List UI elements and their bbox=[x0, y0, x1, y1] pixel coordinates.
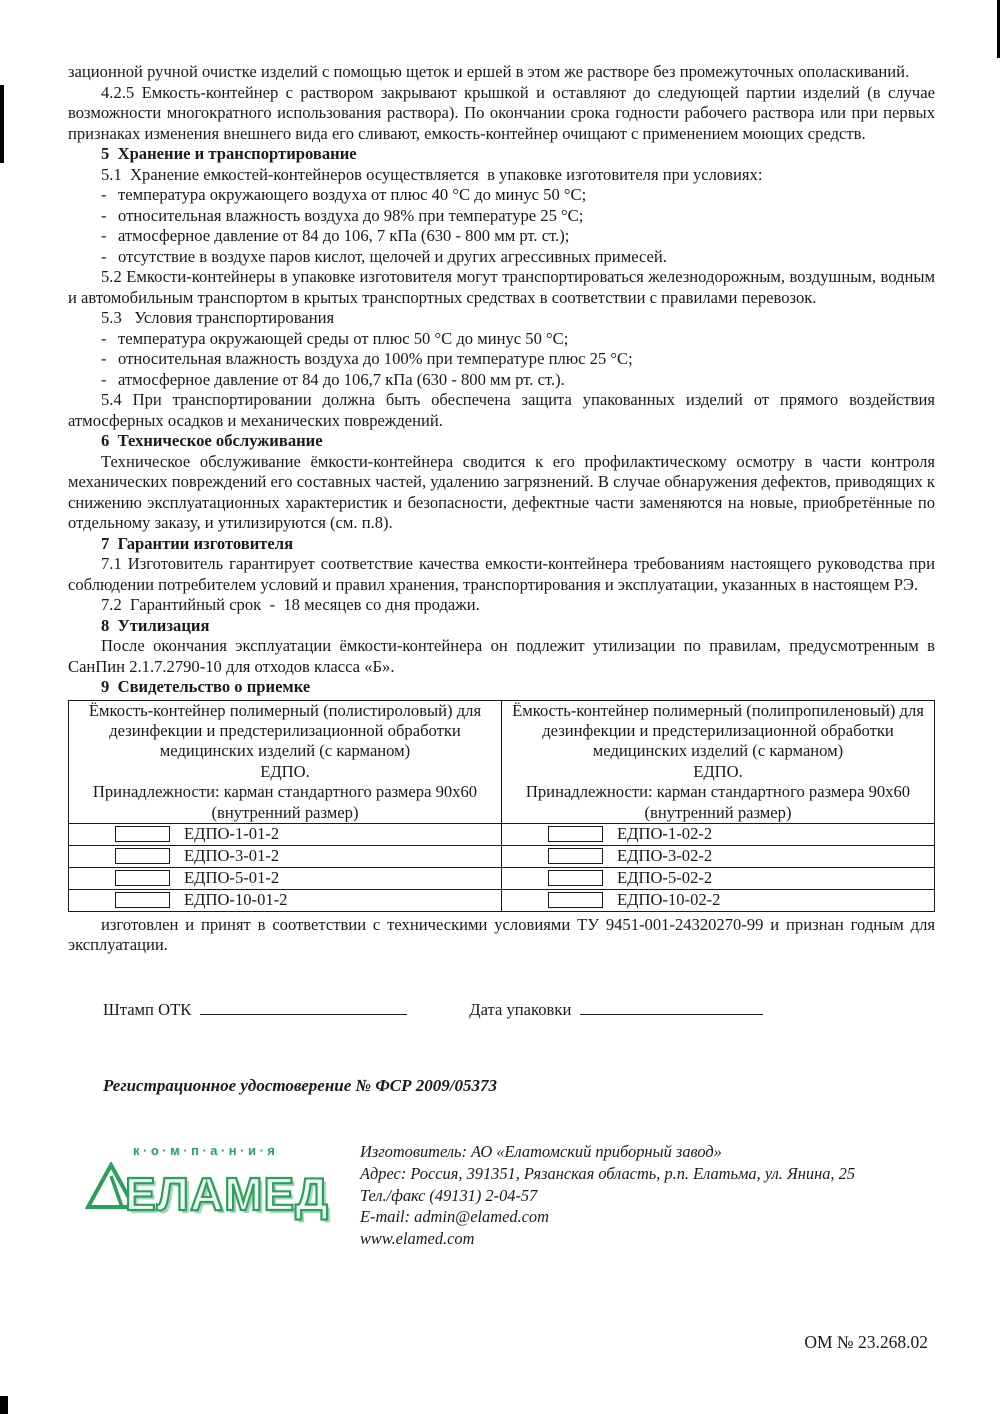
logo-brand-text: ЕЛАМЕД bbox=[125, 1167, 329, 1220]
list-item: - относительная влажность воздуха до 100% при температуре плюс 25 °С; bbox=[68, 349, 935, 370]
product-brand: ЕДПО. bbox=[260, 761, 310, 781]
table-row bbox=[69, 889, 935, 911]
model-label: ЕДПО-1-02-2 bbox=[617, 824, 713, 844]
storage-conditions-list bbox=[68, 185, 935, 267]
acceptance-statement: изготовлен и принят в соответствии с техническими условиями ТУ 9451-001-24320270-99 и признан годным для эксплуатации. bbox=[68, 914, 935, 955]
clause-7-1: 7.1 Изготовитель гарантирует соответствие качества емкости-контейнера требованиям настоящего руководства при соблюдении потребителем условий и правил хранения, транспортирования и эксплуатации, указанных в настоящем РЭ. bbox=[68, 554, 935, 594]
table-row bbox=[69, 845, 935, 867]
product-brand: ЕДПО. bbox=[693, 761, 743, 781]
section-8-heading: 8 Утилизация bbox=[101, 615, 210, 635]
checkbox bbox=[548, 870, 603, 886]
clause-5-3: 5.3 Условия транспортирования bbox=[101, 308, 335, 327]
checkbox bbox=[115, 892, 170, 908]
clause-5-4: 5.4 При транспортировании должна быть обеспечена защита упакованных изделий от прямого воздействия атмосферных осадков и механических повреждений. bbox=[68, 390, 935, 430]
stamp-row bbox=[68, 1000, 935, 1021]
model-label: ЕДПО-5-01-2 bbox=[184, 868, 280, 888]
list-item: - относительная влажность воздуха до 98% при температуре 25 °С; bbox=[68, 206, 935, 227]
product-title: Ёмкость-контейнер полимерный (полистироловый) для дезинфекции и предстерилизационной обработки медицинских изделий (с карманом) bbox=[88, 700, 482, 761]
document-code: ОМ № 23.268.02 bbox=[804, 1332, 928, 1352]
paragraph-continuation: зационной ручной очистке изделий с помощью щеток и ершей в этом же растворе без промежуточных ополаскиваний. bbox=[68, 62, 910, 81]
product-title: Ёмкость-контейнер полимерный (полипропиленовый) для дезинфекции и предстерилизационной обработки медицинских изделий (с карманом) bbox=[512, 700, 924, 761]
clause-4-2-5: 4.2.5 Емкость-контейнер с раствором закрывают крышкой и оставляют до следующей партии изделий (в случае возможности многократного использования раствора). По окончании срока годности рабочего раствора или при первых признаках изменения внешнего вида его сливают, емкость-контейнер очищают с применением моющих средств. bbox=[68, 82, 935, 143]
packing-date-blank bbox=[580, 1001, 763, 1015]
section-7-heading: 7 Гарантии изготовителя bbox=[101, 533, 294, 553]
model-label: ЕДПО-10-02-2 bbox=[617, 890, 721, 910]
clause-7-2: 7.2 Гарантийный срок - 18 месяцев со дня продажи. bbox=[101, 595, 480, 614]
checkbox bbox=[115, 826, 170, 842]
checkbox bbox=[548, 892, 603, 908]
clause-5-2: 5.2 Емкости-контейнеры в упаковке изготовителя могут транспортироваться железнодорожным, воздушным, водным и автомобильным транспортом в крытых транспортных средствах в соответствии с правилами перевозок. bbox=[68, 267, 935, 307]
section-6-heading: 6 Техническое обслуживание bbox=[101, 431, 323, 450]
model-label: ЕДПО-1-01-2 bbox=[184, 824, 280, 844]
acceptance-table bbox=[68, 700, 935, 912]
model-label: ЕДПО-3-01-2 bbox=[184, 846, 280, 866]
elamed-logo bbox=[85, 1141, 340, 1220]
section-6-text: Техническое обслуживание ёмкости-контейнера сводится к его профилактическому осмотру в части контроля механических повреждений его составных частей, удалению загрязнений. В случае обнаружения дефектов, приводящих к снижению эксплуатационных характеристик и безопасности, дефектные части заменяются на новые, приобретённые по отдельному заказу, и утилизируются (см. п.8). bbox=[68, 451, 935, 532]
scan-artifact bbox=[0, 1396, 8, 1414]
table-header-row bbox=[69, 700, 935, 823]
model-label: ЕДПО-5-02-2 bbox=[617, 868, 713, 888]
product-accessories: Принадлежности: карман стандартного размера 90х60 (внутренний размер) bbox=[92, 782, 478, 822]
manufacturer-phone: Тел./факс (49131) 2-04-57 bbox=[360, 1185, 538, 1205]
table-row bbox=[69, 823, 935, 845]
checkbox bbox=[115, 848, 170, 864]
table-header-right bbox=[502, 700, 935, 823]
list-item: - температура окружающего воздуха от плюс 40 °С до минус 50 °С; bbox=[68, 185, 935, 206]
document-body bbox=[68, 62, 935, 1250]
product-accessories: Принадлежности: карман стандартного размера 90х60 (внутренний размер) bbox=[525, 782, 911, 822]
model-label: ЕДПО-10-01-2 bbox=[184, 890, 288, 910]
model-label: ЕДПО-3-02-2 bbox=[617, 846, 713, 866]
manufacturer-address: Адрес: Россия, 391351, Рязанская область, р.п. Елатьма, ул. Янина, 25 bbox=[360, 1163, 856, 1183]
list-item: - температура окружающей среды от плюс 50 °С до минус 50 °С; bbox=[68, 329, 935, 350]
manufacturer-website: www.elamed.com bbox=[360, 1229, 475, 1249]
list-item: - отсутствие в воздухе паров кислот, щелочей и других агрессивных примесей. bbox=[68, 247, 935, 268]
list-item: - атмосферное давление от 84 до 106,7 кПа (630 - 800 мм рт. ст.). bbox=[68, 370, 935, 391]
checkbox bbox=[548, 826, 603, 842]
section-5-heading: 5 Хранение и транспортирование bbox=[101, 144, 357, 163]
registration-certificate: Регистрационное удостоверение № ФСР 2009/05373 bbox=[103, 1076, 497, 1096]
checkbox bbox=[548, 848, 603, 864]
packing-date-label: Дата упаковки bbox=[469, 999, 572, 1019]
table-row bbox=[69, 867, 935, 889]
scan-artifact bbox=[0, 85, 4, 163]
clause-5-1: 5.1 Хранение емкостей-контейнеров осуществляется в упаковке изготовителя при условиях: bbox=[101, 164, 763, 184]
manufacturer-details bbox=[360, 1141, 855, 1250]
checkbox bbox=[115, 870, 170, 886]
table-header-left bbox=[69, 700, 502, 823]
section-9-heading: 9 Свидетельство о приемке bbox=[101, 677, 311, 696]
transport-conditions-list bbox=[68, 329, 935, 391]
manufacturer-name: Изготовитель: АО «Елатомский приборный завод» bbox=[360, 1141, 722, 1161]
otk-stamp-blank bbox=[200, 1001, 407, 1015]
section-8-text: После окончания эксплуатации ёмкости-контейнера он подлежит утилизации по правилам, предусмотренным в СанПин 2.1.7.2790-10 для отходов класса «Б». bbox=[68, 636, 935, 676]
manufacturer-email: E-mail: admin@elamed.com bbox=[360, 1207, 549, 1227]
otk-stamp-label: Штамп ОТК bbox=[103, 999, 192, 1019]
manufacturer-block bbox=[68, 1141, 935, 1250]
list-item: - атмосферное давление от 84 до 106, 7 кПа (630 - 800 мм рт. ст.); bbox=[68, 226, 935, 247]
logo-company-word: к·о·м·п·а·н·и·я bbox=[133, 1142, 279, 1158]
